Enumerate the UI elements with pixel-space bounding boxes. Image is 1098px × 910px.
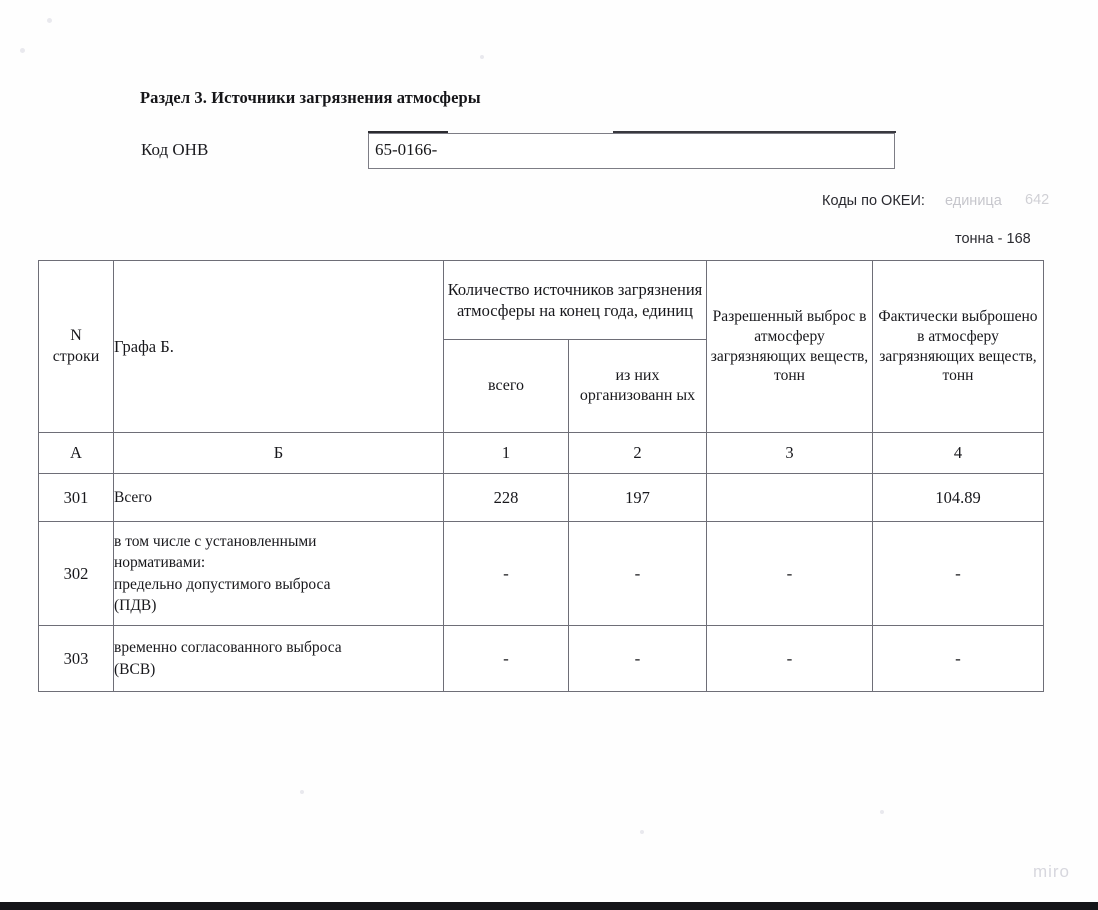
- row-303-label-line1: временно согласованного выброса: [114, 639, 342, 657]
- row-number-301: 301: [39, 474, 114, 522]
- header-permitted-emission: Разрешенный выброс в атмосферу загрязняющих веществ, тонн: [707, 261, 873, 433]
- row-301-total: 228: [444, 474, 569, 522]
- row-302-permitted: -: [707, 522, 873, 626]
- table-header-row-1: [39, 261, 1044, 340]
- row-303-permitted: -: [707, 626, 873, 692]
- page-bottom-band: [0, 902, 1098, 910]
- onv-code-label: Код ОНВ: [141, 140, 209, 159]
- header-row-number-line2: строки: [52, 347, 100, 365]
- row-301-permitted: [707, 474, 873, 522]
- row-303-organized: -: [569, 626, 707, 692]
- section-title: Раздел 3. Источники загрязнения атмосферы: [140, 88, 481, 107]
- header-row-number-line1: N: [70, 327, 82, 345]
- scan-speck: [640, 830, 644, 834]
- row-label-303: [114, 626, 444, 692]
- header-sources-total: всего: [444, 340, 569, 433]
- miro-watermark: miro: [1032, 862, 1070, 881]
- okei-tonne-label: тонна - 168: [955, 231, 1031, 247]
- row-303-actual: -: [873, 626, 1044, 692]
- row-302-organized: -: [569, 522, 707, 626]
- row-301-organized: 197: [569, 474, 707, 522]
- table-row: [39, 474, 1044, 522]
- scan-speck: [20, 48, 25, 53]
- row-302-total: -: [444, 522, 569, 626]
- colnum-b: Б: [114, 433, 444, 474]
- scan-speck: [300, 790, 304, 794]
- row-302-label-line4: (ПДВ): [114, 596, 157, 614]
- table-row: [39, 522, 1044, 626]
- row-303-label-line2: (ВСВ): [114, 660, 156, 678]
- colnum-3: 3: [707, 433, 873, 474]
- header-column-b: Графа Б.: [114, 261, 444, 433]
- header-sources-group: Количество источников загрязнения атмосферы на конец года, единиц: [444, 261, 707, 340]
- okei-unit-code: 642: [1025, 192, 1050, 208]
- onv-code-value: 65-0166-: [375, 140, 438, 159]
- header-sources-organized: из них организованн ых: [569, 340, 707, 433]
- colnum-a: А: [39, 433, 114, 474]
- scan-speck: [47, 18, 52, 23]
- table-column-number-row: [39, 433, 1044, 474]
- row-number-303: 303: [39, 626, 114, 692]
- colnum-1: 1: [444, 433, 569, 474]
- okei-prefix-label: Коды по ОКЕИ:: [822, 193, 925, 209]
- colnum-2: 2: [569, 433, 707, 474]
- row-302-actual: -: [873, 522, 1044, 626]
- okei-unit-label: единица: [945, 193, 1002, 209]
- row-301-actual: 104.89: [873, 474, 1044, 522]
- row-302-label-line3: предельно допустимого выброса: [114, 575, 331, 593]
- row-303-total: -: [444, 626, 569, 692]
- emissions-table: [38, 260, 1044, 692]
- row-number-302: 302: [39, 522, 114, 626]
- row-label-301: Всего: [114, 474, 444, 522]
- row-label-302: [114, 522, 444, 626]
- onv-code-field[interactable]: [368, 133, 895, 169]
- header-actual-emission: Фактически выброшено в атмосферу загрязняющих веществ, тонн: [873, 261, 1044, 433]
- scan-speck: [480, 55, 484, 59]
- row-302-label-line2: нормативами:: [114, 554, 206, 572]
- colnum-4: 4: [873, 433, 1044, 474]
- table-row: [39, 626, 1044, 692]
- header-row-number: [39, 261, 114, 433]
- scan-speck: [880, 810, 884, 814]
- row-302-label-line1: в том числе с установленными: [114, 533, 317, 551]
